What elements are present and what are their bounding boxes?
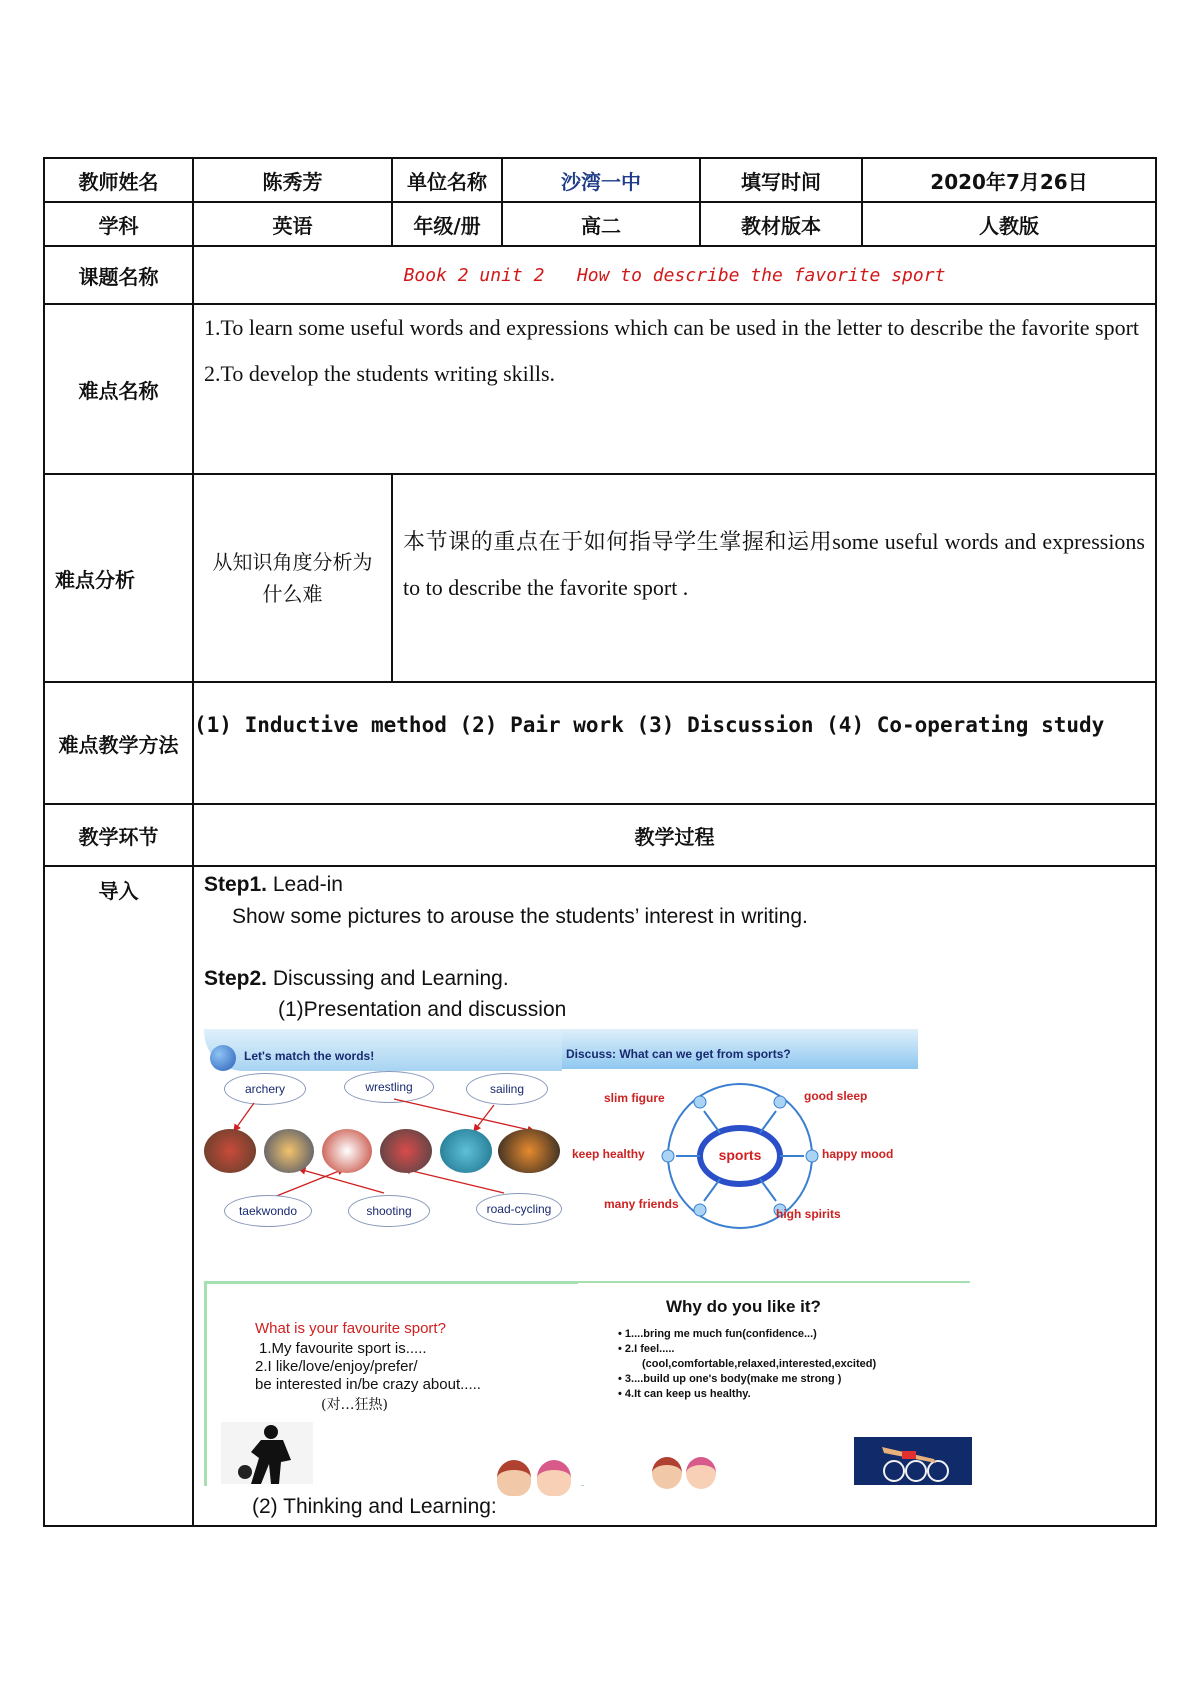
sport-photos-row [204, 1129, 562, 1173]
cartoon-kid-icon [652, 1457, 682, 1489]
step1-detail: Show some pictures to arouse the students’ interest in writing. [232, 905, 808, 928]
cartoon-kid-icon [686, 1457, 716, 1489]
word-archery: archery [224, 1073, 306, 1105]
why-bullet: • 1....bring me much fun(confidence...) [618, 1328, 817, 1340]
gymnast-rings-icon [854, 1437, 972, 1485]
benefit-many-friends: many friends [604, 1197, 679, 1211]
why-bullets [618, 1327, 876, 1402]
topic-title: Book 2 unit 2 How to describe the favorite sport [193, 246, 1156, 304]
word-taekwondo: taekwondo [224, 1195, 312, 1227]
photo-icon [440, 1129, 492, 1173]
textbook-value: 人教版 [862, 202, 1156, 246]
step2-line [204, 967, 509, 991]
benefit-good-sleep: good sleep [804, 1089, 868, 1103]
teacher-label: 教师姓名 [44, 158, 193, 202]
favourite-line-4: (对…狂热) [321, 1397, 388, 1413]
analysis-sub-label: 从知识角度分析为什么难 [193, 474, 392, 682]
slide-match-words [204, 1029, 562, 1239]
grade-label: 年级/册 [392, 202, 502, 246]
difficulty-line-1: 1.To learn some useful words and expressions which can be used in the letter to describe the favorite sport [204, 315, 1140, 340]
why-title: Why do you like it? [666, 1297, 821, 1316]
benefit-happy-mood: happy mood [822, 1147, 894, 1161]
lead-in-label: 导入 [44, 866, 193, 1526]
difficulty-content [193, 304, 1156, 474]
presentation-label: (1)Presentation and discussion [278, 998, 567, 1021]
word-road-cycling: road-cycling [476, 1193, 562, 1225]
why-bullet: • 4.It can keep us healthy. [618, 1388, 751, 1400]
subject-label: 学科 [44, 202, 193, 246]
sports-center-label: sports [718, 1147, 762, 1163]
step2-text: Discussing and Learning. [272, 967, 509, 990]
methods-text: (1) Inductive method (2) Pair work (3) Discussion (4) Co-operating study [193, 682, 1156, 804]
slide-discuss [562, 1029, 918, 1239]
word-shooting: shooting [348, 1195, 430, 1227]
basketball-player-icon [221, 1422, 313, 1484]
step1-title: Step1. [204, 873, 268, 896]
unit-value: 沙湾一中 [502, 158, 700, 202]
textbook-label: 教材版本 [700, 202, 862, 246]
slide-favourite-sport [204, 1281, 584, 1486]
favourite-line-2: 2.I like/love/enjoy/prefer/ [255, 1358, 418, 1375]
lesson-plan-table [43, 157, 1157, 1527]
cartoon-kid-icon [497, 1460, 531, 1496]
photo-icon [264, 1129, 314, 1173]
word-wrestling: wrestling [344, 1071, 434, 1103]
process-title: 教学过程 [193, 804, 1156, 866]
benefit-high-spirits: high spirits [776, 1207, 841, 1221]
step1-line [204, 873, 343, 897]
benefit-slim-figure: slim figure [604, 1091, 665, 1105]
photo-icon [204, 1129, 256, 1173]
slide-discuss-title: Discuss: What can we get from sports? [566, 1047, 791, 1061]
methods-label: 难点教学方法 [44, 682, 193, 804]
process-label: 教学环节 [44, 804, 193, 866]
grade-value: 高二 [502, 202, 700, 246]
step2-title: Step2. [204, 967, 268, 990]
why-bullet: • 2.I feel..... [618, 1343, 675, 1355]
thinking-label: (2) Thinking and Learning: [252, 1495, 497, 1518]
photo-icon [322, 1129, 372, 1173]
slide-match-title: Let's match the words! [244, 1049, 375, 1063]
photo-icon [380, 1129, 432, 1173]
photo-icon [498, 1129, 560, 1173]
teacher-value: 陈秀芳 [193, 158, 392, 202]
analysis-text: 本节课的重点在于如何指导学生掌握和运用some useful words and expressions to to describe the favorite sport . [392, 474, 1156, 682]
analysis-label: 难点分析 [44, 474, 193, 682]
favourite-line-3: be interested in/be crazy about..... [255, 1376, 481, 1393]
favourite-question: What is your favourite sport? [255, 1320, 446, 1337]
cartoon-kid-icon [537, 1460, 571, 1496]
unit-label: 单位名称 [392, 158, 502, 202]
why-bullet: • 3....build up one's body(make me strong ) [618, 1373, 842, 1385]
difficulty-label: 难点名称 [44, 304, 193, 474]
difficulty-line-2: 2.To develop the students writing skills. [204, 361, 556, 386]
benefit-keep-healthy: keep healthy [572, 1147, 645, 1161]
favourite-line-1: 1.My favourite sport is..... [259, 1340, 427, 1357]
lead-in-content [193, 866, 1156, 1526]
slide-why-like [578, 1281, 970, 1485]
date-value: 2020年7月26日 [862, 158, 1156, 202]
step1-text: Lead-in [272, 873, 343, 896]
why-bullet: (cool,comfortable,relaxed,interested,excited) [642, 1358, 877, 1370]
word-sailing: sailing [466, 1073, 548, 1105]
topic-label: 课题名称 [44, 246, 193, 304]
date-label: 填写时间 [700, 158, 862, 202]
subject-value: 英语 [193, 202, 392, 246]
